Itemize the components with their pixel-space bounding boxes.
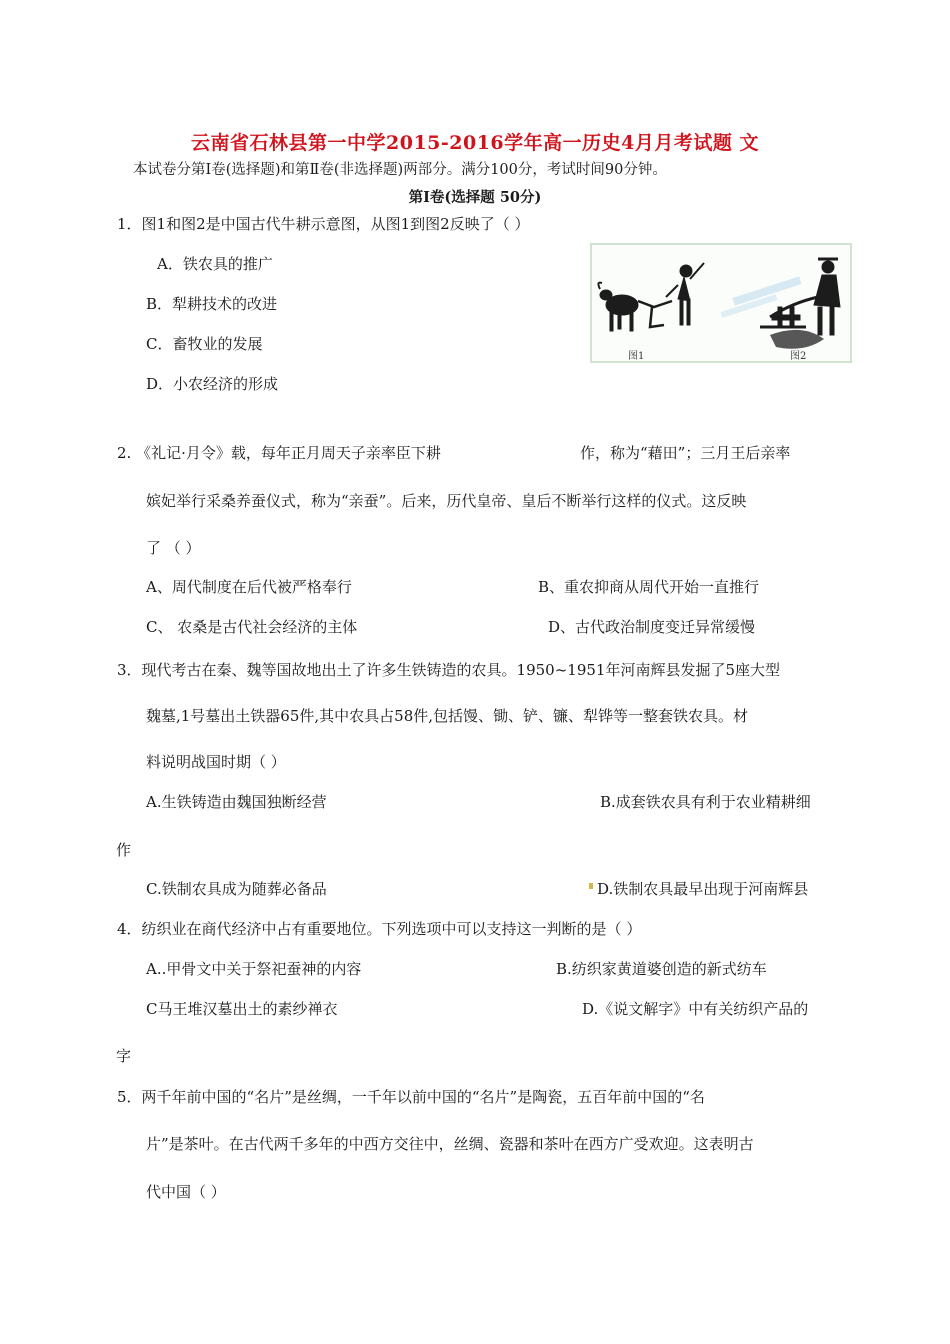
- figure-1-label: 图1: [628, 351, 645, 362]
- q1-option-a: A．铁农具的推广: [157, 255, 273, 273]
- q3-option-a: A.生铁铸造由魏国独断经营: [146, 793, 327, 811]
- q4-option-b: B.纺织家黄道婆创造的新式纺车: [556, 960, 767, 978]
- q3-option-b-continued: 作: [116, 841, 132, 859]
- q3-line-2: 魏墓,1号墓出土铁器65件,其中农具占58件,包括馒、锄、铲、镰、犁铧等一整套铁农具。材: [146, 707, 749, 725]
- ox-plough-illustration: [592, 245, 850, 361]
- ox-plough-figure: [590, 243, 852, 363]
- scan-artifact-mark: [589, 883, 593, 889]
- q5-line-3: 代中国（ ）: [146, 1183, 226, 1201]
- q3-line-1: 3．现代考古在秦、魏等国故地出土了许多生铁铸造的农具。1950~1951年河南辉县发掘了5座大型: [117, 661, 781, 679]
- q2-option-d: D、古代政治制度变迁异常缓慢: [548, 618, 756, 636]
- q2-line-3: 了 （ ）: [146, 539, 201, 557]
- exam-intro: 本试卷分第Ⅰ卷(选择题)和第Ⅱ卷(非选择题)两部分。满分100分，考试时间90分钟。: [133, 162, 667, 178]
- q5-line-2: 片”是茶叶。在古代两千多年的中西方交往中，丝绸、瓷器和茶叶在西方广受欢迎。这表明古: [146, 1135, 754, 1153]
- q3-line-3: 料说明战国时期（ ）: [146, 753, 286, 771]
- q4-stem: 4．纺织业在商代经济中占有重要地位。下列选项中可以支持这一判断的是（ ）: [117, 920, 642, 938]
- q1-stem: 1．图1和图2是中国古代牛耕示意图，从图1到图2反映了（ ）: [117, 215, 530, 233]
- q2-option-a: A、周代制度在后代被严格奉行: [146, 578, 352, 596]
- q2-option-c: C、 农桑是古代社会经济的主体: [146, 618, 358, 636]
- q4-option-d: D.《说文解字》中有关纺织产品的: [582, 1000, 809, 1018]
- q2-line-2: 嫔妃举行采桑养蚕仪式，称为“亲蚕”。后来，历代皇帝、皇后不断举行这样的仪式。这反映: [146, 492, 747, 510]
- exam-title: 云南省石林县第一中学2015-2016学年高一历史4月月考试题 文: [191, 132, 759, 154]
- q2-line-1b: 作，称为“藉田”；三月王后亲率: [580, 444, 791, 462]
- q4-option-a: A..甲骨文中关于祭祀蚕神的内容: [146, 960, 362, 978]
- q3-option-b: B.成套铁农具有利于农业精耕细: [600, 793, 811, 811]
- q3-option-c: C.铁制农具成为随葬必备品: [146, 880, 327, 898]
- q5-line-1: 5．两千年前中国的“名片”是丝绸，一千年以前中国的“名片”是陶瓷，五百年前中国的“名: [117, 1088, 705, 1106]
- q1-option-b: B．犁耕技术的改进: [146, 295, 278, 313]
- section-heading: 第Ⅰ卷(选择题 50分): [408, 189, 542, 206]
- q4-option-d-continued: 字: [116, 1047, 132, 1065]
- q4-option-c: C马王堆汉墓出土的素纱禅衣: [146, 1000, 338, 1018]
- q1-option-c: C．畜牧业的发展: [146, 335, 263, 353]
- q2-option-b: B、重农抑商从周代开始一直推行: [538, 578, 760, 596]
- q1-option-d: D．小农经济的形成: [146, 375, 279, 393]
- q2-line-1a: 2. 《礼记·月令》载，每年正月周天子亲率臣下耕: [117, 444, 441, 462]
- figure-2-label: 图2: [790, 351, 807, 362]
- q3-option-d: D.铁制农具最早出现于河南辉县: [597, 880, 809, 898]
